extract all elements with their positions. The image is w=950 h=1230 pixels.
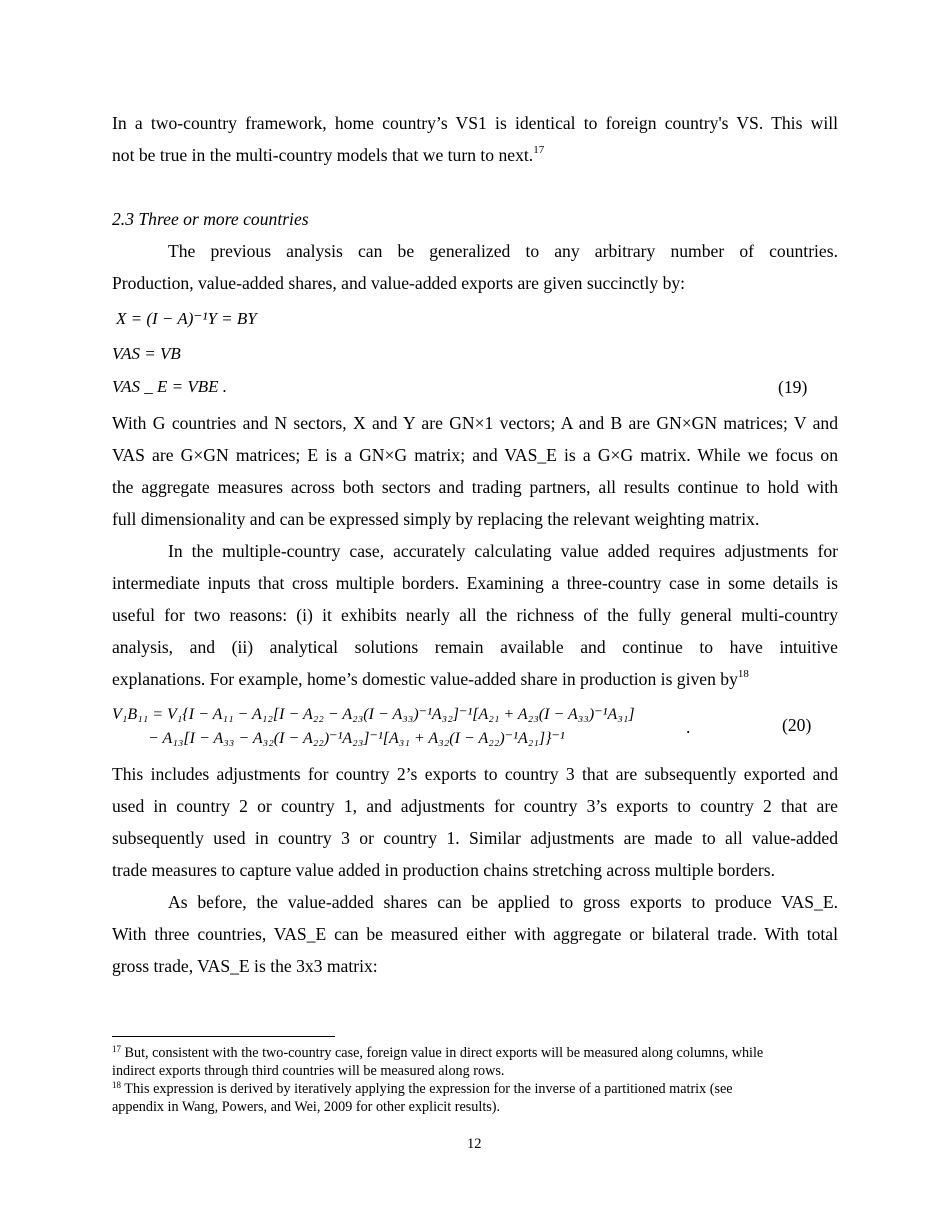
para4-line-4: trade measures to capture value added in production chains stretching across multiple borders. [112, 860, 775, 880]
para2-line-2: VAS are G×GN matrices; E is a GN×G matrix; and VAS_E is a G×G matrix. While we focus on [112, 445, 838, 465]
para5-line-2: With three countries, VAS_E can be measured either with aggregate or bilateral trade. With total [112, 924, 838, 944]
para2-line-4: full dimensionality and can be expressed simply by replacing the relevant weighting matrix. [112, 509, 760, 529]
para3-line-2: intermediate inputs that cross multiple borders. Examining a three-country case in some details is [112, 573, 838, 593]
equation-19-line-2: VAS = VB [112, 344, 181, 363]
footnote-divider [112, 1036, 335, 1037]
intro-line-2-text: not be true in the multi-country models that we turn to next. [112, 145, 534, 165]
footnote-17-mark: 17 [112, 1044, 121, 1054]
footnote-17-line-1 [112, 1045, 838, 1063]
equation-20-line-1: V₁B₁₁ = V₁{I − A₁₁ − A₁₂[I − A₂₂ − A₂₃(I − A₃₃)⁻¹A₃₂]⁻¹[A₂₁ + A₂₃(I − A₃₃)⁻¹A₃₁] [112, 706, 635, 723]
footnote-17-line-2: indirect exports through third countries will be measured along rows. [112, 1063, 505, 1079]
footnote-18-mark: 18 [112, 1080, 121, 1090]
para4-line-1: This includes adjustments for country 2’s exports to country 3 that are subsequently exported and [112, 764, 838, 784]
footnote-18-text-1: This expression is derived by iteratively applying the expression for the inverse of a partitioned matrix (see [124, 1081, 733, 1097]
footnote-18-line-2: appendix in Wang, Powers, and Wei, 2009 for other explicit results). [112, 1099, 501, 1115]
para4-line-2: used in country 2 or country 1, and adjustments for country 3’s exports to country 2 that are [112, 796, 838, 816]
para5-line-1: As before, the value-added shares can be applied to gross exports to produce VAS_E. [168, 892, 838, 912]
section-heading: 2.3 Three or more countries [112, 209, 309, 229]
footnote-ref-17: 17 [533, 144, 545, 156]
equation-20-period: . [686, 717, 691, 737]
para1-line-2: Production, value-added shares, and value-added exports are given succinctly by: [112, 273, 686, 293]
para3-line-5 [112, 668, 838, 693]
equation-19-line-3: VAS _ E = VBE . [112, 377, 228, 396]
equation-20-number: (20) [782, 715, 812, 735]
footnote-18-line-1 [112, 1081, 838, 1099]
footnote-ref-18: 18 [737, 668, 749, 680]
para3-line-4: analysis, and (ii) analytical solutions remain available and continue to have intuitive [112, 637, 838, 657]
equation-19-line-1: X = (I − A)⁻¹Y = BY [116, 309, 257, 328]
para3-line-3: useful for two reasons: (i) it exhibits nearly all the richness of the fully general multi-country [112, 605, 838, 625]
para2-line-3: the aggregate measures across both sectors and trading partners, all results continue to hold with [112, 477, 838, 497]
equation-19-number: (19) [778, 377, 808, 397]
equation-20-line-2: − A₁₃[I − A₃₃ − A₃₂(I − A₂₂)⁻¹A₂₃]⁻¹[A₃₁ + A₃₂(I − A₂₂)⁻¹A₂₁]}⁻¹ [148, 730, 565, 747]
para5-line-3: gross trade, VAS_E is the 3x3 matrix: [112, 956, 378, 976]
para3-line-5-text: explanations. For example, home’s domestic value-added share in production is given by [112, 669, 738, 689]
para3-line-1: In the multiple-country case, accurately calculating value added requires adjustments for [168, 541, 838, 561]
intro-line-1: In a two-country framework, home country’s VS1 is identical to foreign country's VS. This will [112, 113, 838, 133]
footnote-17-text-1: But, consistent with the two-country case, foreign value in direct exports will be measured along columns, while [124, 1045, 764, 1061]
page-number: 12 [467, 1136, 482, 1152]
para4-line-3: subsequently used in country 3 or country 1. Similar adjustments are made to all value-added [112, 828, 838, 848]
para2-line-1: With G countries and N sectors, X and Y are GN×1 vectors; A and B are GN×GN matrices; V and [112, 413, 838, 433]
intro-line-2 [112, 144, 838, 169]
para1-line-1: The previous analysis can be generalized to any arbitrary number of countries. [168, 241, 838, 261]
